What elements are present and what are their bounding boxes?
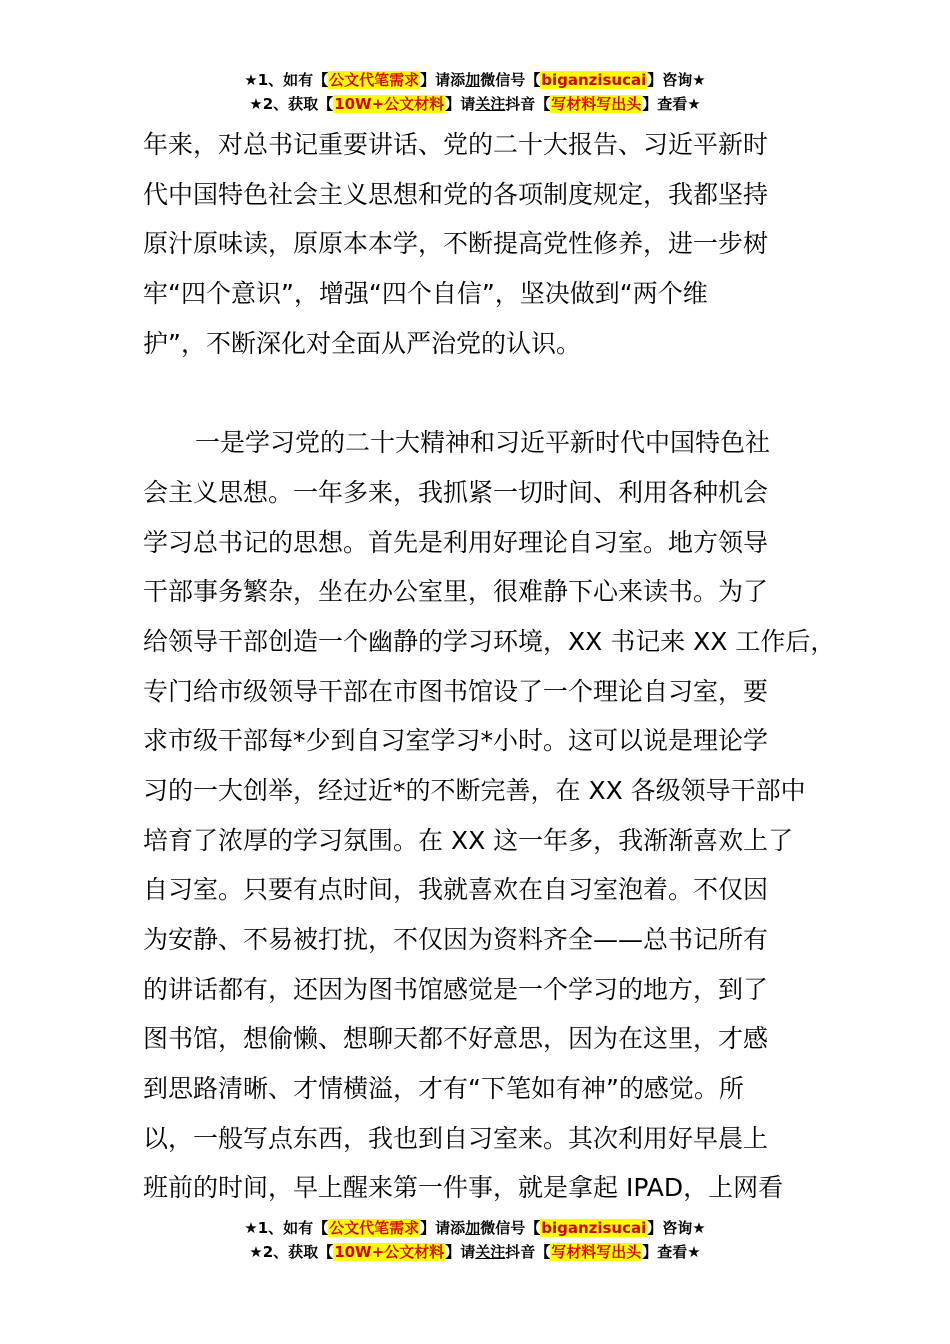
text-line: 求市级干部每*少到自习室学习*小时。这可以说是理论学 [143,726,769,756]
highlight-wechat-id: biganzisucai [541,1219,647,1237]
highlight-wechat-id: biganzisucai [541,71,647,89]
highlight-service: 公文代笔需求 [329,1219,420,1237]
paragraph-2 [143,418,836,1213]
banner-line-1: ★1、如有【公文代笔需求】请添加微信号【biganzisucai】咨询★ [244,71,706,89]
banner-line-1: ★1、如有【公文代笔需求】请添加微信号【biganzisucai】咨询★ [244,1219,706,1237]
text-line: 年来，对总书记重要讲话、党的二十大报告、习近平新时 [143,130,769,159]
text-line: 自习室。只要有点时间，我就喜欢在自习室泡着。不仅因 [143,875,769,905]
text-line: 的讲话都有，还因为图书馆感觉是一个学习的地方，到了 [143,974,769,1004]
text-line: 代中国特色社会主义思想和党的各项制度规定，我都坚持 [143,179,769,209]
text-line: 会主义思想。一年多来，我抓紧一切时间、利用各种机会 [143,477,769,507]
highlight-service: 公文代笔需求 [329,71,420,89]
text-line: 为安静、不易被打扰，不仅因为资料齐全——总书记所有 [143,925,769,954]
highlight-materials: 10W+公文材料 [334,1243,445,1261]
text-line: 牢“四个意识”，增强“四个自信”，坚决做到“两个维 [143,279,708,309]
text-line: 习的一大创举，经过近*的不断完善，在 XX 各级领导干部中 [143,775,806,805]
text-line: 干部事务繁杂，坐在办公室里，很难静下心来读书。为了 [143,577,769,607]
text-line: 原汁原味读，原原本本学，不断提高党性修养，进一步树 [143,229,769,259]
text-line: 到思路清晰、才情横溢，才有“下笔如有神”的感觉。所 [143,1074,744,1104]
header-banner [0,68,950,116]
document-body [143,120,836,1213]
text-line: 培育了浓厚的学习氛围。在 XX 这一年多，我渐渐喜欢上了 [143,825,794,855]
text-line: 学习总书记的思想。首先是利用好理论自习室。地方领导 [143,527,769,557]
text-line: 一是学习党的二十大精神和习近平新时代中国特色社 [195,428,771,458]
banner-line-2: ★2、获取【10W+公文材料】请关注抖音【写材料写出头】查看★ [249,1243,701,1261]
highlight-douyin-account: 写材料写出头 [551,95,642,113]
highlight-materials: 10W+公文材料 [334,95,445,113]
text-line: 以，一般写点东西，我也到自习室来。其次利用好早晨上 [143,1123,769,1153]
paragraph-spacer [143,368,823,418]
text-line: 班前的时间，早上醒来第一件事，就是拿起 IPAD，上网看 [143,1173,784,1203]
text-line: 护”，不断深化对全面从严治党的认识。 [143,328,581,358]
text-line: 专门给市级领导干部在市图书馆设了一个理论自习室，要 [143,676,769,706]
text-line: 图书馆，想偷懒、想聊天都不好意思，因为在这里，才感 [143,1024,769,1054]
paragraph-1 [143,120,823,368]
text-line: 给领导干部创造一个幽静的学习环境，XX 书记来 XX 工作后， [143,626,836,656]
highlight-douyin-account: 写材料写出头 [551,1243,642,1261]
banner-line-2: ★2、获取【10W+公文材料】请关注抖音【写材料写出头】查看★ [249,95,701,113]
footer-banner [0,1216,950,1264]
